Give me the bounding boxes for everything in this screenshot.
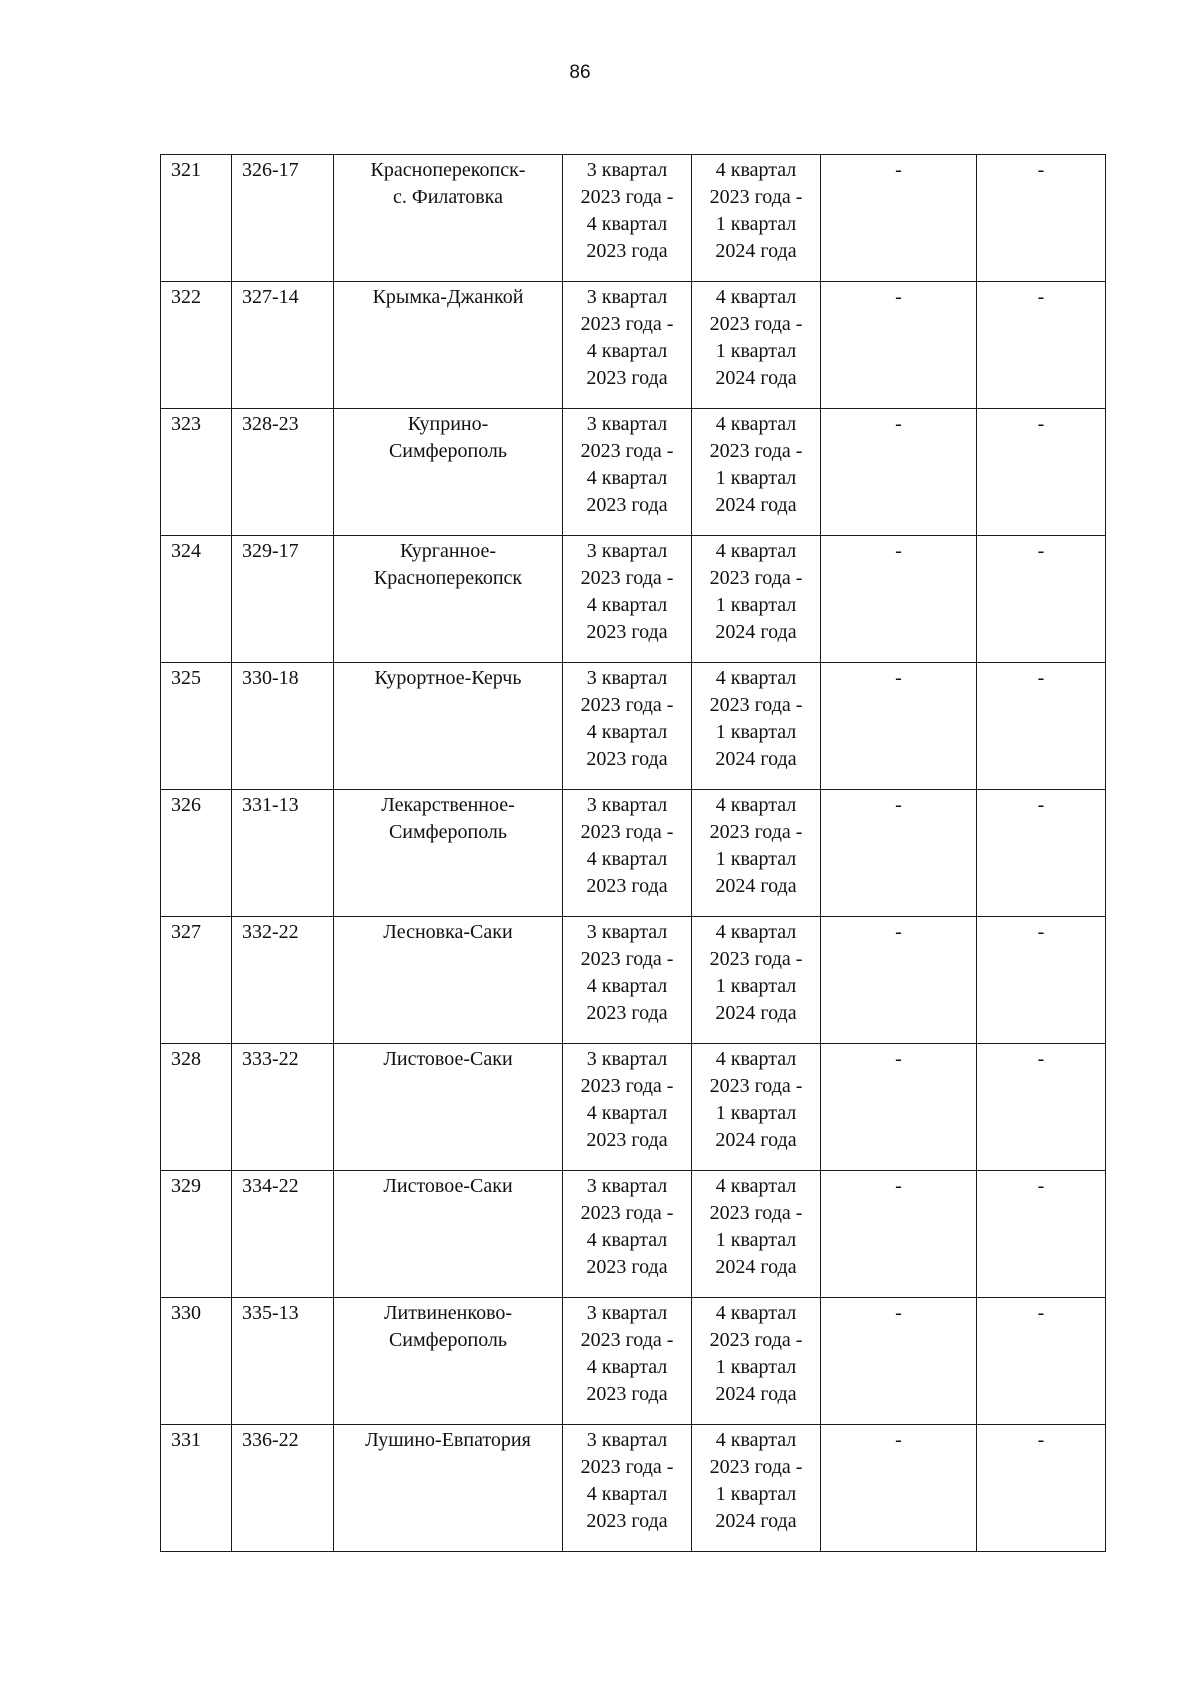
- column-a-cell-text: -: [895, 667, 902, 689]
- route-code-cell-text: 329-17: [242, 540, 299, 562]
- column-b-cell: [977, 155, 1106, 282]
- end-period-cell-line: 4 квартал: [715, 1175, 797, 1197]
- start-period-cell-line: 4 квартал: [586, 848, 668, 870]
- start-period-cell-line: 2023 года -: [580, 948, 674, 970]
- start-period-cell-line: 4 квартал: [586, 975, 668, 997]
- column-a-cell: [821, 1171, 977, 1298]
- end-period-cell-text: [692, 155, 820, 265]
- route-code-cell-text: 332-22: [242, 921, 299, 943]
- route-code-cell: [232, 1425, 334, 1552]
- start-period-cell-line: 2023 года -: [580, 821, 674, 843]
- end-period-cell: [692, 917, 821, 1044]
- end-period-cell-text: [692, 1171, 820, 1281]
- start-period-cell-line: 2023 года -: [580, 313, 674, 335]
- row-number-cell-text: 328: [171, 1048, 201, 1070]
- end-period-cell-line: 2024 года: [715, 1256, 797, 1278]
- end-period-cell-line: 2024 года: [715, 621, 797, 643]
- column-b-cell: [977, 790, 1106, 917]
- start-period-cell: [563, 536, 692, 663]
- column-b-cell-text: -: [1037, 667, 1045, 689]
- column-b-cell-text: -: [1037, 413, 1045, 435]
- start-period-cell-line: 2023 года -: [580, 694, 674, 716]
- start-period-cell-line: 2023 года: [586, 1383, 668, 1405]
- route-name-cell: [334, 1171, 563, 1298]
- end-period-cell-text: [692, 282, 820, 392]
- start-period-cell-line: 4 квартал: [586, 721, 668, 743]
- column-a-cell-text: -: [895, 159, 902, 181]
- route-name-cell-line: Листовое-Саки: [383, 1048, 513, 1070]
- end-period-cell-line: 4 квартал: [715, 1048, 797, 1070]
- column-a-cell: [821, 536, 977, 663]
- row-number-cell: [161, 1171, 232, 1298]
- start-period-cell-line: 4 квартал: [586, 1229, 668, 1251]
- start-period-cell-line: 2023 года: [586, 240, 668, 262]
- column-b-cell-text: -: [1037, 540, 1045, 562]
- start-period-cell-line: 2023 года -: [580, 1456, 674, 1478]
- route-name-cell-line: Листовое-Саки: [383, 1175, 513, 1197]
- start-period-cell-text: [563, 409, 691, 519]
- start-period-cell-line: 3 квартал: [586, 286, 668, 308]
- start-period-cell-line: 2023 года -: [580, 1075, 674, 1097]
- start-period-cell-line: 4 квартал: [586, 1483, 668, 1505]
- column-a-cell: [821, 1425, 977, 1552]
- route-name-cell: [334, 790, 563, 917]
- start-period-cell: [563, 663, 692, 790]
- end-period-cell-line: 2024 года: [715, 1510, 797, 1532]
- row-number-cell: [161, 155, 232, 282]
- table-row: [161, 1425, 1106, 1552]
- column-a-cell-text: -: [895, 921, 902, 943]
- end-period-cell-line: 1 квартал: [715, 975, 797, 997]
- row-number-cell-text: 329: [171, 1175, 201, 1197]
- end-period-cell-line: 4 квартал: [715, 921, 797, 943]
- end-period-cell-line: 1 квартал: [715, 848, 797, 870]
- route-code-cell-text: 333-22: [242, 1048, 299, 1070]
- end-period-cell-line: 2024 года: [715, 367, 797, 389]
- route-code-cell-text: 336-22: [242, 1429, 299, 1451]
- end-period-cell-text: [692, 663, 820, 773]
- start-period-cell: [563, 409, 692, 536]
- end-period-cell-line: 4 квартал: [715, 540, 797, 562]
- start-period-cell-line: 2023 года: [586, 621, 668, 643]
- start-period-cell-text: [563, 1171, 691, 1281]
- column-b-cell-text: -: [1037, 921, 1045, 943]
- column-b-cell-text: -: [1037, 1429, 1045, 1451]
- route-code-cell-text: 328-23: [242, 413, 299, 435]
- end-period-cell-line: 1 квартал: [715, 340, 797, 362]
- start-period-cell-line: 2023 года: [586, 1256, 668, 1278]
- end-period-cell-line: 4 квартал: [715, 1429, 797, 1451]
- column-b-cell: [977, 536, 1106, 663]
- route-name-cell-text: [334, 1298, 562, 1354]
- column-b-cell-text: -: [1037, 1175, 1045, 1197]
- column-a-cell-text: -: [895, 540, 902, 562]
- route-code-cell: [232, 663, 334, 790]
- end-period-cell-text: [692, 536, 820, 646]
- end-period-cell-text: [692, 917, 820, 1027]
- start-period-cell: [563, 917, 692, 1044]
- table-row: [161, 282, 1106, 409]
- row-number-cell: [161, 1425, 232, 1552]
- route-code-cell: [232, 536, 334, 663]
- row-number-cell: [161, 790, 232, 917]
- route-name-cell-text: [334, 1425, 562, 1454]
- start-period-cell-line: 3 квартал: [586, 159, 668, 181]
- column-a-cell-text: -: [895, 286, 902, 308]
- route-name-cell-text: [334, 536, 562, 592]
- route-name-cell: [334, 409, 563, 536]
- route-name-cell-text: [334, 917, 562, 946]
- start-period-cell-text: [563, 1425, 691, 1535]
- start-period-cell-text: [563, 155, 691, 265]
- start-period-cell-line: 2023 года: [586, 1002, 668, 1024]
- start-period-cell: [563, 1425, 692, 1552]
- route-name-cell: [334, 1425, 563, 1552]
- end-period-cell-line: 2024 года: [715, 494, 797, 516]
- table-row: [161, 1171, 1106, 1298]
- table-row: [161, 1298, 1106, 1425]
- column-a-cell-text: -: [895, 413, 902, 435]
- start-period-cell-text: [563, 790, 691, 900]
- route-name-cell-text: [334, 1044, 562, 1073]
- route-name-cell: [334, 536, 563, 663]
- row-number-cell: [161, 536, 232, 663]
- start-period-cell: [563, 790, 692, 917]
- end-period-cell-line: 2024 года: [715, 1002, 797, 1024]
- start-period-cell-text: [563, 282, 691, 392]
- start-period-cell-line: 2023 года -: [580, 186, 674, 208]
- column-b-cell: [977, 409, 1106, 536]
- end-period-cell-line: 2023 года -: [709, 948, 803, 970]
- end-period-cell-line: 2024 года: [715, 875, 797, 897]
- column-b-cell: [977, 1171, 1106, 1298]
- table-row: [161, 790, 1106, 917]
- end-period-cell-line: 4 квартал: [715, 794, 797, 816]
- column-b-cell-text: -: [1037, 1048, 1045, 1070]
- route-name-cell-line: Крымка-Джанкой: [372, 286, 524, 308]
- end-period-cell-text: [692, 1044, 820, 1154]
- end-period-cell-text: [692, 409, 820, 519]
- route-name-cell: [334, 282, 563, 409]
- end-period-cell: [692, 536, 821, 663]
- start-period-cell-line: 2023 года -: [580, 440, 674, 462]
- route-code-cell: [232, 1044, 334, 1171]
- end-period-cell-line: 2023 года -: [709, 567, 803, 589]
- route-name-cell-line: Симферополь: [388, 440, 508, 462]
- route-name-cell-line: Лекарственное-: [381, 794, 515, 816]
- end-period-cell-line: 2023 года -: [709, 1075, 803, 1097]
- route-name-cell-line: Литвиненково-: [383, 1302, 513, 1324]
- start-period-cell-line: 3 квартал: [586, 667, 668, 689]
- start-period-cell-line: 4 квартал: [586, 1356, 668, 1378]
- end-period-cell: [692, 1298, 821, 1425]
- route-code-cell-text: 327-14: [242, 286, 299, 308]
- column-b-cell-text: -: [1037, 1302, 1045, 1324]
- route-name-cell-line: с. Филатовка: [393, 186, 503, 208]
- table-row: [161, 409, 1106, 536]
- start-period-cell-line: 3 квартал: [586, 921, 668, 943]
- row-number-cell-text: 322: [171, 286, 201, 308]
- column-b-cell: [977, 282, 1106, 409]
- end-period-cell-line: 2023 года -: [709, 313, 803, 335]
- route-code-cell: [232, 917, 334, 1044]
- end-period-cell-text: [692, 1425, 820, 1535]
- end-period-cell: [692, 1171, 821, 1298]
- end-period-cell-line: 2024 года: [715, 1383, 797, 1405]
- start-period-cell-line: 2023 года -: [580, 567, 674, 589]
- end-period-cell-line: 2023 года -: [709, 1329, 803, 1351]
- route-name-cell-line: Лушино-Евпатория: [365, 1429, 531, 1451]
- page-number: 86: [569, 62, 591, 83]
- start-period-cell-line: 3 квартал: [586, 1175, 668, 1197]
- route-name-cell-line: Симферополь: [388, 821, 508, 843]
- start-period-cell-line: 2023 года: [586, 1129, 668, 1151]
- row-number-cell-text: 326: [171, 794, 201, 816]
- column-b-cell: [977, 1425, 1106, 1552]
- column-a-cell-text: -: [895, 1302, 902, 1324]
- table-row: [161, 1044, 1106, 1171]
- route-code-cell-text: 326-17: [242, 159, 299, 181]
- route-name-cell-text: [334, 1171, 562, 1200]
- column-a-cell: [821, 155, 977, 282]
- column-a-cell: [821, 663, 977, 790]
- route-name-cell-line: Красноперекопск: [373, 567, 523, 589]
- start-period-cell: [563, 282, 692, 409]
- table-row: [161, 155, 1106, 282]
- start-period-cell: [563, 1171, 692, 1298]
- end-period-cell-line: 2023 года -: [709, 821, 803, 843]
- column-a-cell: [821, 409, 977, 536]
- route-code-cell: [232, 282, 334, 409]
- column-b-cell-text: -: [1037, 159, 1045, 181]
- route-name-cell: [334, 1298, 563, 1425]
- end-period-cell-line: 2024 года: [715, 1129, 797, 1151]
- start-period-cell-line: 2023 года: [586, 494, 668, 516]
- end-period-cell-line: 1 квартал: [715, 594, 797, 616]
- route-name-cell-line: Куприно-: [407, 413, 489, 435]
- column-b-cell: [977, 917, 1106, 1044]
- end-period-cell-line: 2023 года -: [709, 694, 803, 716]
- route-name-cell: [334, 155, 563, 282]
- row-number-cell-text: 324: [171, 540, 201, 562]
- end-period-cell-line: 2023 года -: [709, 1456, 803, 1478]
- end-period-cell-line: 1 квартал: [715, 721, 797, 743]
- column-b-cell-text: -: [1037, 794, 1045, 816]
- start-period-cell-line: 3 квартал: [586, 1048, 668, 1070]
- column-b-cell: [977, 1044, 1106, 1171]
- route-name-cell-text: [334, 663, 562, 692]
- route-name-cell-line: Курганное-: [399, 540, 497, 562]
- column-a-cell: [821, 1298, 977, 1425]
- end-period-cell-line: 1 квартал: [715, 1229, 797, 1251]
- end-period-cell: [692, 790, 821, 917]
- start-period-cell-line: 3 квартал: [586, 1429, 668, 1451]
- start-period-cell-line: 3 квартал: [586, 540, 668, 562]
- start-period-cell-text: [563, 663, 691, 773]
- route-name-cell-line: Лесновка-Саки: [383, 921, 513, 943]
- start-period-cell-line: 2023 года -: [580, 1202, 674, 1224]
- column-a-cell-text: -: [895, 794, 902, 816]
- start-period-cell-text: [563, 1044, 691, 1154]
- end-period-cell: [692, 1425, 821, 1552]
- start-period-cell-line: 4 квартал: [586, 594, 668, 616]
- start-period-cell-line: 2023 года -: [580, 1329, 674, 1351]
- start-period-cell: [563, 1044, 692, 1171]
- route-name-cell-text: [334, 155, 562, 211]
- row-number-cell: [161, 663, 232, 790]
- start-period-cell-text: [563, 536, 691, 646]
- start-period-cell-line: 2023 года: [586, 748, 668, 770]
- start-period-cell-line: 4 квартал: [586, 340, 668, 362]
- route-code-cell-text: 334-22: [242, 1175, 299, 1197]
- end-period-cell-line: 2024 года: [715, 240, 797, 262]
- route-name-cell-text: [334, 409, 562, 465]
- start-period-cell-line: 2023 года: [586, 1510, 668, 1532]
- start-period-cell-line: 2023 года: [586, 875, 668, 897]
- end-period-cell-line: 2023 года -: [709, 440, 803, 462]
- end-period-cell-line: 2023 года -: [709, 1202, 803, 1224]
- route-code-cell-text: 331-13: [242, 794, 299, 816]
- start-period-cell-line: 4 квартал: [586, 213, 668, 235]
- start-period-cell-line: 3 квартал: [586, 794, 668, 816]
- route-name-cell: [334, 917, 563, 1044]
- route-code-cell: [232, 1171, 334, 1298]
- table-row: [161, 663, 1106, 790]
- start-period-cell: [563, 1298, 692, 1425]
- end-period-cell-line: 2023 года -: [709, 186, 803, 208]
- row-number-cell-text: 325: [171, 667, 201, 689]
- end-period-cell-line: 2024 года: [715, 748, 797, 770]
- row-number-cell-text: 331: [171, 1429, 201, 1451]
- column-b-cell-text: -: [1037, 286, 1045, 308]
- route-name-cell-text: [334, 790, 562, 846]
- end-period-cell: [692, 409, 821, 536]
- row-number-cell: [161, 409, 232, 536]
- column-b-cell: [977, 663, 1106, 790]
- start-period-cell-line: 3 квартал: [586, 1302, 668, 1324]
- row-number-cell: [161, 1044, 232, 1171]
- start-period-cell-line: 4 квартал: [586, 1102, 668, 1124]
- end-period-cell-line: 1 квартал: [715, 1102, 797, 1124]
- column-a-cell-text: -: [895, 1175, 902, 1197]
- start-period-cell-line: 3 квартал: [586, 413, 668, 435]
- end-period-cell-line: 4 квартал: [715, 159, 797, 181]
- column-a-cell: [821, 917, 977, 1044]
- column-a-cell: [821, 790, 977, 917]
- row-number-cell: [161, 1298, 232, 1425]
- row-number-cell-text: 327: [171, 921, 201, 943]
- end-period-cell: [692, 663, 821, 790]
- column-a-cell: [821, 1044, 977, 1171]
- route-name-cell-line: Симферополь: [388, 1329, 508, 1351]
- row-number-cell: [161, 917, 232, 1044]
- row-number-cell-text: 321: [171, 159, 201, 181]
- start-period-cell-line: 4 квартал: [586, 467, 668, 489]
- table-body: [161, 155, 1106, 1552]
- end-period-cell: [692, 155, 821, 282]
- end-period-cell-line: 4 квартал: [715, 286, 797, 308]
- row-number-cell-text: 323: [171, 413, 201, 435]
- end-period-cell-line: 1 квартал: [715, 467, 797, 489]
- route-name-cell-line: Красноперекопск-: [370, 159, 526, 181]
- route-name-cell-text: [334, 282, 562, 311]
- end-period-cell-line: 1 квартал: [715, 1483, 797, 1505]
- route-code-cell: [232, 1298, 334, 1425]
- route-name-cell: [334, 1044, 563, 1171]
- column-a-cell: [821, 282, 977, 409]
- start-period-cell-text: [563, 1298, 691, 1408]
- route-name-cell-line: Курортное-Керчь: [374, 667, 522, 689]
- table-row: [161, 917, 1106, 1044]
- route-name-cell: [334, 663, 563, 790]
- route-code-cell-text: 330-18: [242, 667, 299, 689]
- table-row: [161, 536, 1106, 663]
- row-number-cell-text: 330: [171, 1302, 201, 1324]
- end-period-cell-line: 4 квартал: [715, 1302, 797, 1324]
- end-period-cell-text: [692, 790, 820, 900]
- start-period-cell: [563, 155, 692, 282]
- column-a-cell-text: -: [895, 1429, 902, 1451]
- end-period-cell-line: 1 квартал: [715, 213, 797, 235]
- schedule-table: [160, 154, 1106, 1552]
- start-period-cell-line: 2023 года: [586, 367, 668, 389]
- route-code-cell-text: 335-13: [242, 1302, 299, 1324]
- end-period-cell-text: [692, 1298, 820, 1408]
- end-period-cell: [692, 282, 821, 409]
- column-b-cell: [977, 1298, 1106, 1425]
- end-period-cell-line: 1 квартал: [715, 1356, 797, 1378]
- column-a-cell-text: -: [895, 1048, 902, 1070]
- end-period-cell-line: 4 квартал: [715, 413, 797, 435]
- end-period-cell: [692, 1044, 821, 1171]
- row-number-cell: [161, 282, 232, 409]
- route-code-cell: [232, 409, 334, 536]
- route-code-cell: [232, 155, 334, 282]
- start-period-cell-text: [563, 917, 691, 1027]
- end-period-cell-line: 4 квартал: [715, 667, 797, 689]
- route-code-cell: [232, 790, 334, 917]
